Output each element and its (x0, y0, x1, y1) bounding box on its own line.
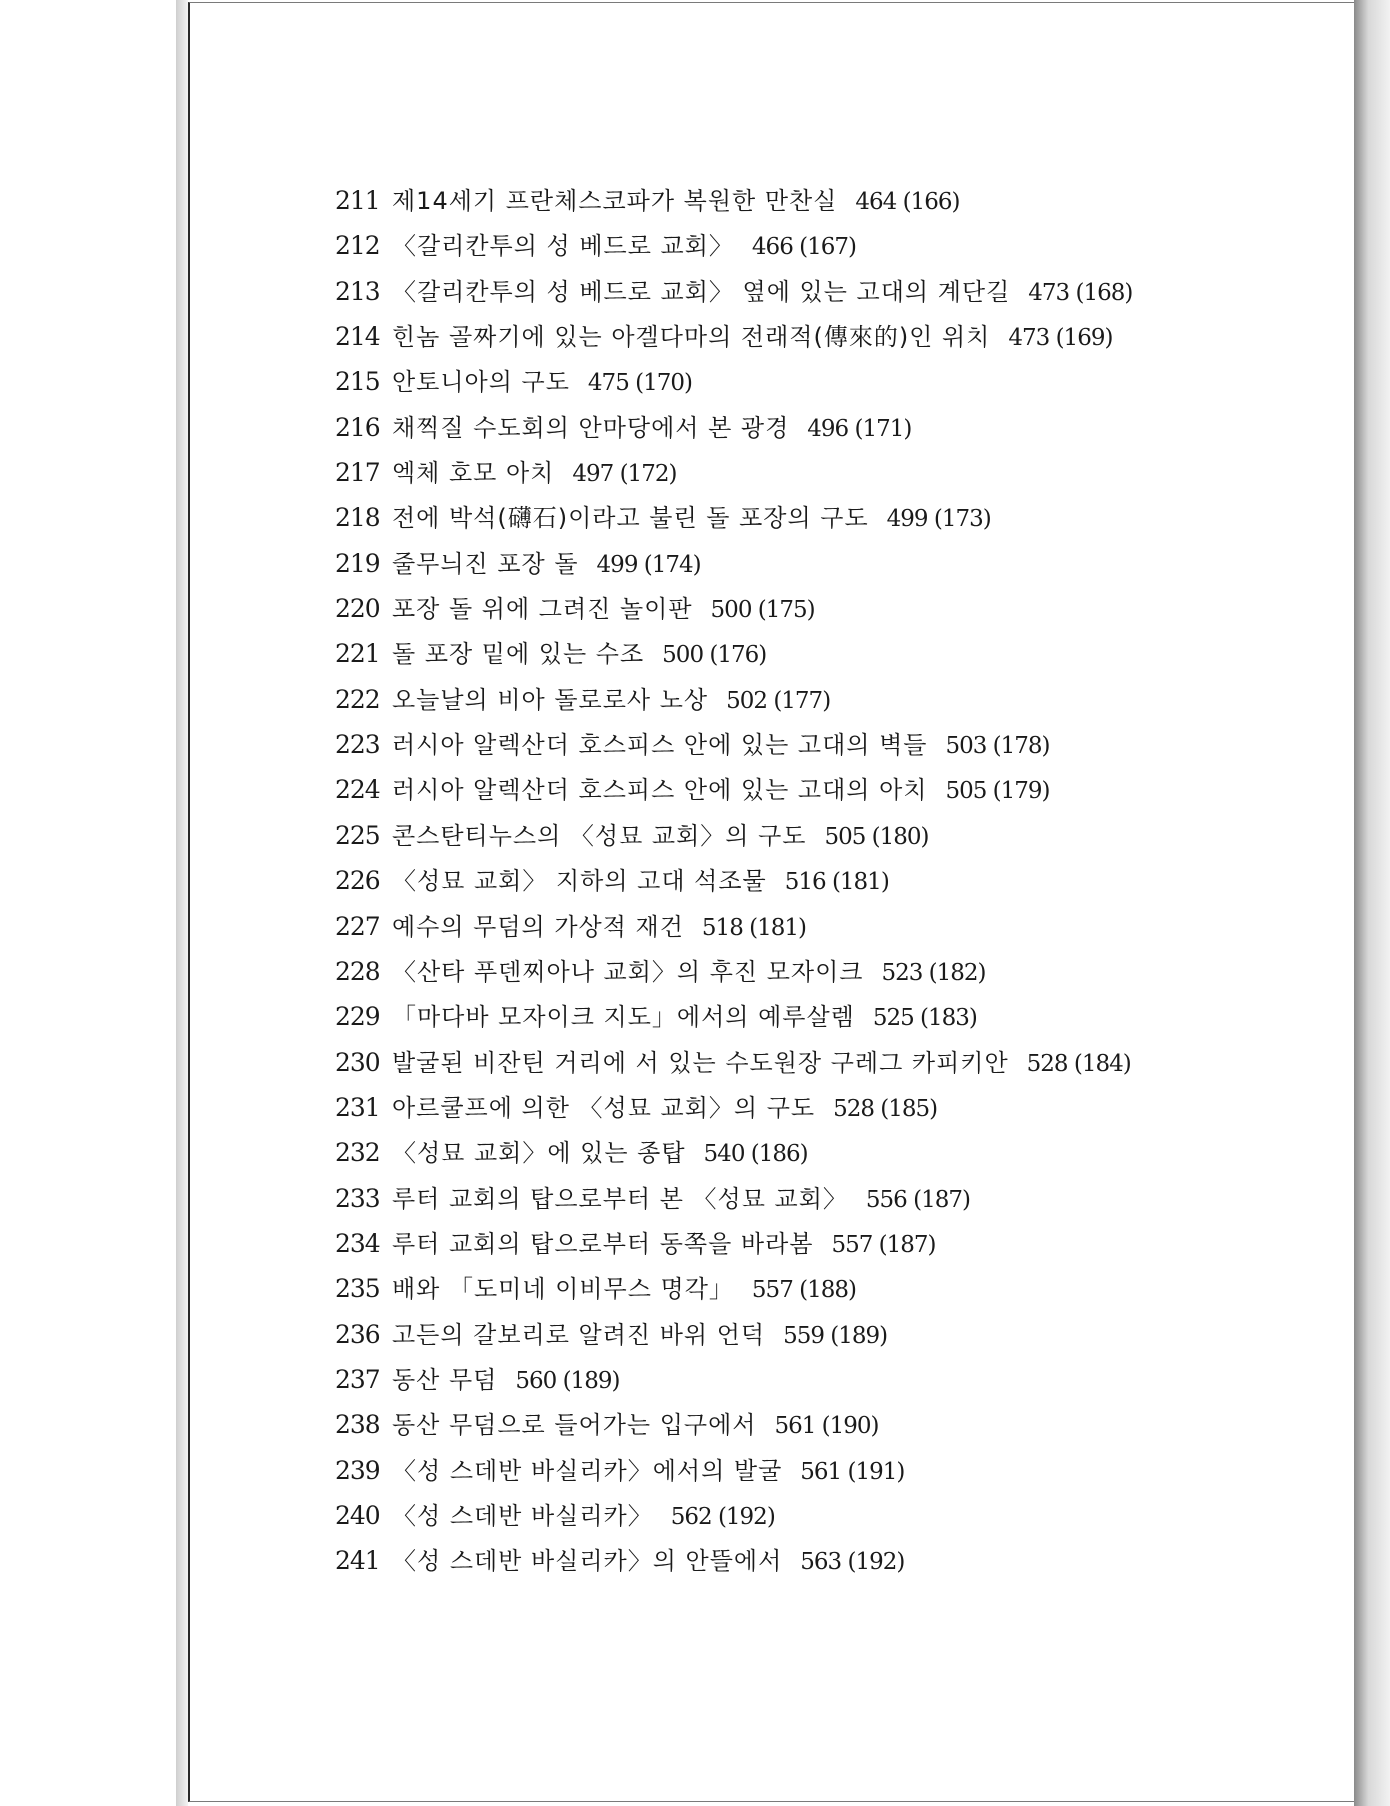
list-item (335, 1493, 1132, 1538)
page-reference: 505 (179) (945, 778, 1050, 805)
figure-title: 고든의 갈보리로 알려진 바위 언덕 (392, 1320, 766, 1349)
figure-number: 213 (335, 276, 380, 306)
page-reference: 505 (180) (824, 823, 929, 850)
list-item (335, 1221, 1132, 1266)
figure-list (335, 178, 1132, 1584)
page-reference: 528 (185) (833, 1095, 938, 1122)
figure-title: 배와 「도미네 이비무스 명각」 (392, 1275, 734, 1304)
page-reference: 560 (189) (515, 1367, 620, 1394)
figure-title: 아르쿨프에 의한 〈성묘 교회〉의 구도 (392, 1093, 816, 1122)
figure-number: 241 (335, 1546, 380, 1576)
figure-number: 225 (335, 820, 380, 850)
page-reference: 516 (181) (784, 869, 889, 896)
page-reference: 500 (176) (662, 642, 767, 669)
list-item (335, 722, 1132, 767)
figure-number: 216 (335, 412, 380, 442)
list-item (335, 1402, 1132, 1447)
page-reference: 561 (191) (800, 1458, 905, 1485)
figure-number: 222 (335, 684, 380, 714)
list-item (335, 677, 1132, 722)
list-item (335, 904, 1132, 949)
figure-title: 전에 박석(礴石)이라고 불린 돌 포장의 구도 (392, 504, 869, 533)
page-edge-left (176, 0, 188, 1806)
list-item (335, 767, 1132, 812)
figure-number: 221 (335, 639, 380, 669)
page-reference: 466 (167) (751, 234, 856, 261)
figure-number: 240 (335, 1500, 380, 1530)
page-reference: 562 (192) (670, 1503, 775, 1530)
figure-number: 215 (335, 367, 380, 397)
page-reference: 475 (170) (587, 370, 692, 397)
list-item (335, 631, 1132, 676)
list-item (335, 1085, 1132, 1130)
figure-title: 러시아 알렉산더 호스피스 안에 있는 고대의 벽들 (392, 731, 928, 760)
figure-number: 233 (335, 1183, 380, 1213)
figure-number: 211 (335, 186, 380, 215)
figure-number: 232 (335, 1138, 380, 1168)
figure-title: 〈산타 푸덴찌아나 교회〉의 후진 모자이크 (392, 957, 864, 986)
figure-title: 〈갈리칸투의 성 베드로 교회〉 옆에 있는 고대의 계단길 (392, 277, 1011, 306)
list-item (335, 1040, 1132, 1085)
list-item (335, 405, 1132, 450)
figure-title: 동산 무덤 (392, 1365, 498, 1394)
list-item (335, 586, 1132, 631)
list-item (335, 1130, 1132, 1175)
page-reference: 518 (181) (701, 914, 806, 941)
page-reference: 561 (190) (774, 1413, 879, 1440)
page-reference: 503 (178) (945, 733, 1050, 760)
list-item (335, 269, 1132, 314)
figure-title: 루터 교회의 탑으로부터 본 〈성묘 교회〉 (392, 1184, 848, 1213)
figure-title: 〈성묘 교회〉 지하의 고대 석조물 (392, 867, 767, 896)
page-reference: 496 (171) (807, 415, 912, 442)
figure-title: 힌놈 골짜기에 있는 아겔다마의 전래적(傳來的)인 위치 (392, 323, 991, 352)
figure-title: 루터 교회의 탑으로부터 동쪽을 바라봄 (392, 1229, 814, 1258)
figure-title: 콘스탄티누스의 〈성묘 교회〉의 구도 (392, 821, 807, 850)
list-item (335, 314, 1132, 359)
figure-number: 234 (335, 1228, 380, 1258)
page-reference: 497 (172) (572, 461, 677, 488)
figure-title: 돌 포장 밑에 있는 수조 (392, 640, 645, 669)
list-item (335, 450, 1132, 495)
figure-title: 엑체 호모 아치 (392, 459, 555, 488)
page-reference: 525 (183) (872, 1005, 977, 1032)
figure-title: 채찍질 수도회의 안마당에서 본 광경 (392, 413, 790, 442)
figure-number: 236 (335, 1319, 380, 1349)
list-item (335, 1312, 1132, 1357)
list-item (335, 1448, 1132, 1493)
list-item (335, 223, 1132, 268)
page-reference: 563 (192) (800, 1549, 905, 1576)
page-reference: 473 (168) (1028, 279, 1133, 306)
page-reference: 559 (189) (783, 1322, 888, 1349)
list-item (335, 178, 1132, 223)
figure-number: 219 (335, 548, 380, 578)
figure-title: 포장 돌 위에 그려진 놀이판 (392, 595, 693, 624)
page-reference: 557 (188) (751, 1277, 856, 1304)
list-item (335, 1538, 1132, 1583)
list-item (335, 858, 1132, 903)
page-reference: 540 (186) (703, 1141, 808, 1168)
figure-title: 안토니아의 구도 (392, 368, 570, 397)
figure-number: 227 (335, 911, 380, 941)
figure-number: 231 (335, 1092, 380, 1122)
list-item (335, 495, 1132, 540)
figure-number: 218 (335, 503, 380, 533)
page-reference: 499 (173) (886, 506, 991, 533)
page-reference: 500 (175) (710, 597, 815, 624)
figure-number: 212 (335, 231, 380, 261)
figure-title: 발굴된 비잔틴 거리에 서 있는 수도원장 구레그 카피키안 (392, 1048, 1009, 1077)
figure-title: 〈성 스데반 바실리카〉 (392, 1501, 653, 1530)
figure-number: 235 (335, 1274, 380, 1304)
figure-title: 〈갈리칸투의 성 베드로 교회〉 (392, 232, 734, 261)
list-item (335, 541, 1132, 586)
page-reference: 528 (184) (1026, 1050, 1131, 1077)
page-edge-right (1354, 0, 1390, 1806)
figure-title: 동산 무덤으로 들어가는 입구에서 (392, 1411, 757, 1440)
figure-title: 러시아 알렉산더 호스피스 안에 있는 고대의 아치 (392, 776, 928, 805)
figure-title: 〈성 스데반 바실리카〉에서의 발굴 (392, 1456, 783, 1485)
list-item (335, 1176, 1132, 1221)
figure-number: 230 (335, 1047, 380, 1077)
figure-title: 〈성 스데반 바실리카〉의 안뜰에서 (392, 1547, 783, 1576)
list-item (335, 949, 1132, 994)
figure-title: 예수의 무덤의 가상적 재건 (392, 912, 684, 941)
page-reference: 464 (166) (855, 189, 960, 215)
figure-title: 「마다바 모자이크 지도」에서의 예루살렘 (392, 1003, 855, 1032)
figure-number: 223 (335, 730, 380, 760)
page-reference: 502 (177) (726, 687, 831, 714)
figure-number: 214 (335, 322, 380, 352)
figure-number: 226 (335, 866, 380, 896)
figure-title: 줄무늬진 포장 돌 (392, 549, 579, 578)
figure-number: 237 (335, 1364, 380, 1394)
figure-number: 220 (335, 594, 380, 624)
list-item (335, 359, 1132, 404)
list-item (335, 1266, 1132, 1311)
page-reference: 557 (187) (831, 1231, 936, 1258)
list-item (335, 994, 1132, 1039)
figure-title: 제14세기 프란체스코파가 복원한 만찬실 (392, 187, 838, 215)
list-item (335, 813, 1132, 858)
page-reference: 523 (182) (881, 959, 986, 986)
figure-title: 〈성묘 교회〉에 있는 종탑 (392, 1139, 686, 1168)
figure-number: 239 (335, 1455, 380, 1485)
figure-number: 238 (335, 1410, 380, 1440)
list-item (335, 1357, 1132, 1402)
figure-number: 224 (335, 775, 380, 805)
page-reference: 556 (187) (865, 1186, 970, 1213)
page-reference: 473 (169) (1008, 325, 1113, 352)
figure-number: 217 (335, 458, 380, 488)
figure-title: 오늘날의 비아 돌로로사 노상 (392, 685, 709, 714)
page-reference: 499 (174) (596, 551, 701, 578)
figure-number: 229 (335, 1002, 380, 1032)
figure-number: 228 (335, 956, 380, 986)
